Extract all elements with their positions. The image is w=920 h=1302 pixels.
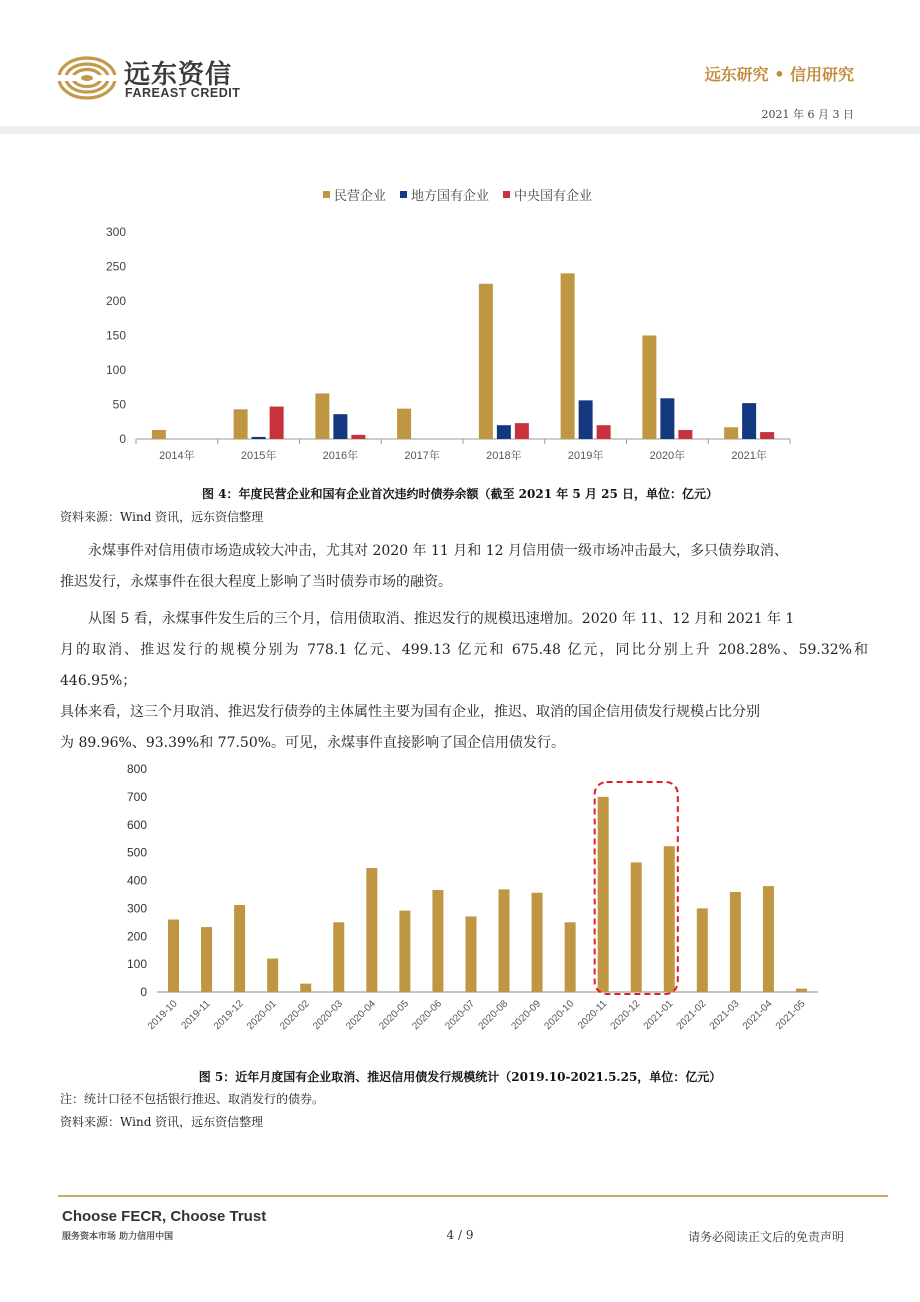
x-tick-label: 2020-01 [245, 998, 279, 1033]
x-tick-label: 2016年 [322, 450, 359, 462]
x-tick-label: 2014年 [159, 450, 195, 462]
legend-label: 地方国有企业 [411, 188, 490, 203]
x-tick-label: 2017年 [404, 450, 440, 462]
bar-2020-11 [598, 797, 609, 992]
y-tick-label: 50 [112, 397, 126, 412]
x-tick-label: 2020-03 [311, 998, 345, 1033]
x-tick-label: 2021-05 [773, 998, 808, 1033]
y-tick-label: 700 [126, 789, 147, 804]
x-tick-label: 2019-10 [145, 998, 180, 1033]
y-tick-label: 200 [105, 294, 126, 308]
legend-swatch [323, 191, 330, 198]
x-tick-label: 2020-11 [576, 998, 610, 1032]
paragraph-2-line: 从图 5 看，永煤事件发生后的三个月，信用债取消、推迟发行的规模迅速增加。2020 年 11、12 月和 2021 年 1 [88, 611, 795, 627]
bar-2021-05 [796, 989, 807, 992]
bar-2020-06 [432, 890, 443, 992]
bar-2021-04 [763, 886, 774, 992]
bar-2021-02 [697, 908, 708, 992]
x-tick-label: 2020-10 [542, 998, 577, 1033]
x-tick-label: 2020-02 [278, 998, 312, 1033]
paragraph-2 [60, 604, 868, 759]
x-tick-label: 2020-12 [608, 998, 643, 1033]
bar-0-4 [479, 284, 493, 439]
footer-disclaimer: 请务必阅读正文后的免责声明 [687, 1230, 844, 1244]
bar-2020-03 [333, 922, 344, 992]
bar-1-5 [579, 400, 593, 439]
x-tick-label: 2020-05 [377, 998, 411, 1033]
bar-0-0 [152, 430, 166, 439]
paragraph-2-line: 月的取消、推迟发行的规模分别为 778.1 亿元、499.13 亿元和 675.48 亿元，同比分别上升 208.28%、59.32%和 446.95%； [60, 642, 868, 689]
x-tick-label: 2021-02 [674, 998, 709, 1033]
x-tick-label: 2020年 [649, 450, 686, 462]
figure5-bar-chart [0, 755, 920, 1060]
x-tick-label: 2020-07 [443, 998, 478, 1033]
fareast-logo-icon [56, 54, 118, 102]
x-tick-label: 2019-11 [179, 998, 213, 1032]
bar-1-6 [660, 398, 674, 439]
x-tick-label: 2021年 [731, 450, 767, 462]
paragraph-2-line: 具体来看，这三个月取消、推迟发行债券的主体属性主要为国有企业，推迟、取消的国企信用债发行规模占比分别 [60, 704, 760, 720]
x-tick-label: 2018年 [486, 450, 522, 462]
x-tick-label: 2020-09 [509, 998, 544, 1033]
x-tick-label: 2020-06 [410, 998, 445, 1033]
page-number: 4 / 9 [446, 1228, 474, 1242]
figure4-caption: 图 4：年度民营企业和国有企业首次违约时债券余额（截至 2021 年 5 月 25 日，单位：亿元） [201, 487, 719, 501]
bar-2020-09 [532, 893, 543, 992]
paragraph-1 [60, 536, 868, 598]
bar-2-4 [515, 423, 529, 439]
bar-2-1 [270, 407, 284, 439]
figure4-source: 资料来源：Wind 资讯，远东资信整理 [60, 510, 264, 524]
y-tick-label: 400 [126, 873, 147, 888]
paragraph-1-line: 永煤事件对信用债市场造成较大冲击，尤其对 2020 年 11 月和 12 月信用债一级市场冲击最大，多只债券取消、 [88, 543, 788, 559]
x-tick-label: 2021-03 [707, 998, 742, 1033]
bar-2020-05 [399, 911, 410, 992]
bar-2020-02 [300, 984, 311, 992]
y-tick-label: 100 [126, 957, 147, 972]
paragraph-1-line: 推迟发行，永煤事件在很大程度上影响了当时债券市场的融资。 [60, 574, 452, 590]
x-tick-label: 2019-12 [212, 998, 246, 1033]
figure5-caption: 图 5：近年月度国有企业取消、推迟信用债发行规模统计（2019.10-2021.5.25，单位：亿元） [198, 1070, 722, 1084]
y-tick-label: 300 [105, 225, 126, 239]
figure5-source: 资料来源：Wind 资讯，远东资信整理 [60, 1115, 264, 1129]
bar-1-2 [333, 414, 347, 439]
footer-divider [58, 1195, 888, 1197]
bar-2019-11 [201, 927, 212, 992]
y-tick-label: 300 [126, 901, 147, 916]
bar-2020-04 [366, 868, 377, 992]
bar-0-7 [724, 427, 738, 439]
x-tick-label: 2021-01 [641, 998, 676, 1033]
bar-2-5 [597, 425, 611, 439]
x-tick-label: 2020-08 [476, 998, 511, 1033]
bar-2021-03 [730, 892, 741, 992]
bar-2019-12 [234, 905, 245, 992]
x-tick-label: 2015年 [240, 450, 277, 462]
y-tick-label: 200 [126, 929, 147, 944]
bar-0-6 [642, 336, 656, 440]
bar-2020-10 [565, 922, 576, 992]
bar-1-1 [252, 437, 266, 439]
bar-2020-12 [631, 862, 642, 992]
figure4-bar-chart [0, 180, 920, 470]
bar-0-2 [315, 393, 329, 439]
bar-2-7 [760, 432, 774, 439]
bar-2019-10 [168, 920, 179, 992]
legend-swatch [503, 191, 510, 198]
bar-2-2 [351, 435, 365, 439]
x-tick-label: 2021-04 [740, 998, 775, 1033]
logo-name-en: FAREAST CREDIT [125, 86, 241, 100]
x-tick-label: 2019年 [567, 450, 604, 462]
y-tick-label: 0 [140, 985, 147, 999]
y-tick-label: 100 [105, 363, 126, 377]
bar-2020-07 [465, 916, 476, 992]
y-tick-label: 250 [105, 259, 126, 274]
y-tick-label: 600 [126, 817, 147, 832]
bar-2021-01 [664, 846, 675, 992]
bar-0-5 [561, 273, 575, 439]
legend-swatch [400, 191, 407, 198]
legend-label: 中央国有企业 [514, 188, 593, 203]
footer-subslogan: 服务资本市场 助力信用中国 [62, 1232, 174, 1242]
bar-2020-01 [267, 959, 278, 992]
y-tick-label: 0 [119, 432, 126, 446]
bar-2020-08 [499, 889, 510, 992]
header-band [0, 126, 920, 134]
bar-0-1 [234, 409, 248, 439]
paragraph-2-line: 为 89.96%、93.39%和 77.50%。可见，永煤事件直接影响了国企信用债发行。 [60, 735, 566, 751]
y-tick-label: 800 [126, 762, 147, 776]
figure5-note: 注：统计口径不包括银行推迟、取消发行的债券。 [60, 1092, 325, 1106]
y-tick-label: 150 [105, 328, 126, 343]
bar-0-3 [397, 409, 411, 439]
bar-1-4 [497, 425, 511, 439]
section-title: 远东研究 • 信用研究 [704, 65, 854, 84]
bar-2-6 [678, 430, 692, 439]
legend-label: 民营企业 [334, 188, 387, 203]
y-tick-label: 500 [126, 845, 147, 860]
footer-slogan: Choose FECR, Choose Trust [62, 1208, 267, 1225]
bar-1-7 [742, 403, 756, 439]
x-tick-label: 2020-04 [344, 998, 378, 1033]
logo-name-cn: 远东资信 [124, 60, 233, 90]
report-date: 2021 年 6 月 3 日 [761, 108, 854, 121]
